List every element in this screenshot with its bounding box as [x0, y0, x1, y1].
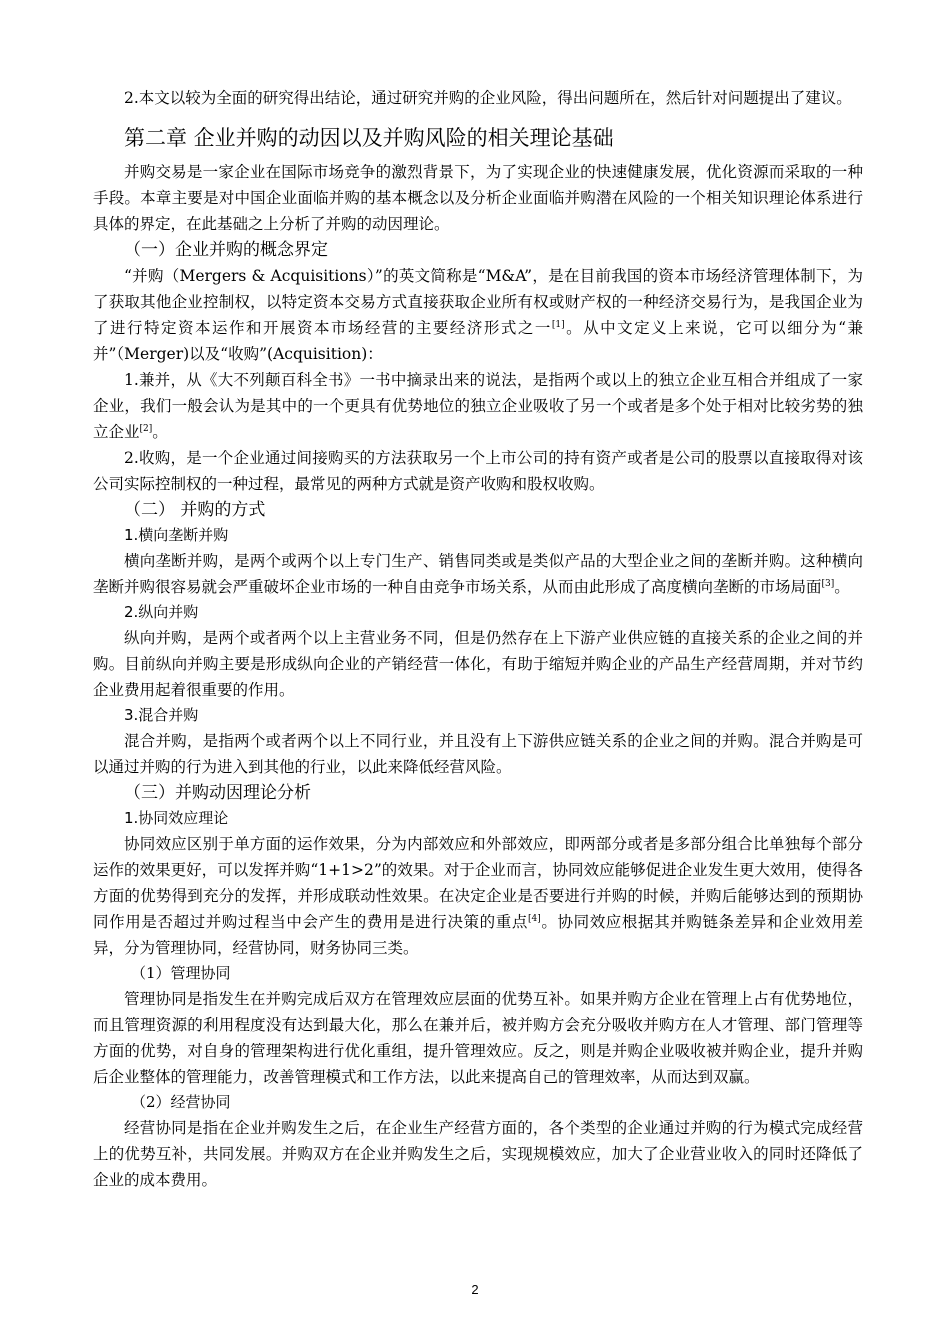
management-synergy-title: （1）管理协同 [131, 964, 231, 982]
merger-text-tail: 。 [152, 423, 168, 441]
citation-1: [1] [551, 319, 565, 330]
horizontal-merger-title: 1.横向垄断并购 [124, 526, 229, 544]
citation-2: [2] [139, 423, 153, 434]
mixed-merger-title: 3.混合并购 [124, 706, 199, 724]
acquisition-definition: 2.收购，是一个企业通过间接购买的方法获取另一个上市公司的持有资产或者是公司的股票以直接取得对该公司实际控制权的一种过程，最常见的两种方式就是资产收购和股权收购。 [93, 449, 863, 493]
section-heading-concept: （一）企业并购的概念界定 [124, 240, 328, 260]
management-synergy-text: 管理协同是指发生在并购完成后双方在管理效应层面的优势互补。如果并购方企业在管理上占有优势地位，而且管理资源的利用程度没有达到最大化，那么在兼并后，被并购方会充分吸收并购方在人才管理、部门管理等方面的优势，对自身的管理架构进行优化重组，提升管理效应。反之，则是并购企业吸收被并购企业，提升并购后企业整体的管理能力，改善管理模式和工作方法，以此来提高自己的管理效率，从而达到双赢。 [93, 990, 863, 1086]
merger-definition [93, 367, 863, 445]
synergy-text-tail: 。协同效应根据其并购链条差异和企业效用差异，分为管理协同，经营协同，财务协同三类。 [93, 913, 863, 957]
horizontal-merger-text [93, 548, 863, 600]
document-page [93, 85, 863, 1193]
citation-4: [4] [528, 913, 541, 924]
horizontal-text-tail: 。 [834, 578, 850, 596]
synergy-theory-title: 1.协同效应理论 [124, 809, 229, 827]
chapter-title: 第二章 企业并购的动因以及并购风险的相关理论基础 [124, 126, 614, 150]
concept-text-tail: 。从中文定义上来说，它可以细分为“兼并”（Merger)以及“收购”(Acquisition)： [93, 319, 863, 363]
page-number: 2 [471, 1282, 479, 1297]
section-heading-methods: （二） 并购的方式 [124, 500, 266, 520]
citation-3: [3] [821, 578, 835, 589]
intro-item: 2.本文以较为全面的研究得出结论，通过研究并购的企业风险，得出问题所在，然后针对问题提出了建议。 [124, 89, 852, 107]
vertical-merger-title: 2.纵向并购 [124, 603, 199, 621]
mixed-merger-text: 混合并购，是指两个或者两个以上不同行业，并且没有上下游供应链关系的企业之间的并购。混合并购是可以通过并购的行为进入到其他的行业，以此来降低经营风险。 [93, 732, 863, 776]
merger-text: 1.兼并，从《大不列颠百科全书》一书中摘录出来的说法，是指两个或以上的独立企业互相合并组成了一家企业，我们一般会认为是其中的一个更具有优势地位的独立企业吸收了另一个或者是多个处于相对比较劣势的独立企业 [93, 371, 863, 441]
operating-synergy-text: 经营协同是指在企业并购发生之后，在企业生产经营方面的，各个类型的企业通过并购的行为模式完成经营上的优势互补，共同发展。并购双方在企业并购发生之后，实现规模效应，加大了企业营业收入的同时还降低了企业的成本费用。 [93, 1119, 863, 1189]
operating-synergy-title: （2）经营协同 [131, 1093, 231, 1111]
chapter-intro: 并购交易是一家企业在国际市场竞争的激烈背景下，为了实现企业的快速健康发展，优化资源而采取的一种手段。本章主要是对中国企业面临并购的基本概念以及分析企业面临并购潜在风险的一个相关知识理论体系进行具体的界定，在此基础之上分析了并购的动因理论。 [93, 163, 863, 233]
vertical-merger-text: 纵向并购，是两个或者两个以上主营业务不同，但是仍然存在上下游产业供应链的直接关系的企业之间的并购。目前纵向并购主要是形成纵向企业的产销经营一体化，有助于缩短并购企业的产品生产经营周期，并对节约企业费用起着很重要的作用。 [93, 629, 863, 699]
concept-text: “并购（Mergers & Acquisitions）”的英文简称是“M&A”，是在目前我国的资本市场经济管理体制下，为了获取其他企业控制权，以特定资本交易方式直接获取企业所有权或财产权的一种经济交易行为，是我国企业为了进行特定资本运作和开展资本市场经营的主要经济形式之一 [93, 267, 863, 337]
synergy-text: 协同效应区别于单方面的运作效果，分为内部效应和外部效应，即两部分或者是多部分组合比单独每个部分运作的效果更好，可以发挥并购“1+1>2”的效果。对于企业而言，协同效应能够促进企业发生更大效用，使得各方面的优势得到充分的发挥，并形成联动性效果。在决定企业是否要进行并购的时候，并购后能够达到的预期协同作用是否超过并购过程当中会产生的费用是进行决策的重点 [93, 835, 863, 931]
section-heading-motives: （三）并购动因理论分析 [124, 783, 311, 803]
horizontal-text: 横向垄断并购，是两个或两个以上专门生产、销售同类或是类似产品的大型企业之间的垄断并购。这种横向垄断并购很容易就会严重破坏企业市场的一种自由竞争市场关系，从而由此形成了高度横向垄断的市场局面 [93, 552, 863, 596]
concept-paragraph [93, 263, 863, 367]
synergy-theory-text [93, 831, 863, 961]
